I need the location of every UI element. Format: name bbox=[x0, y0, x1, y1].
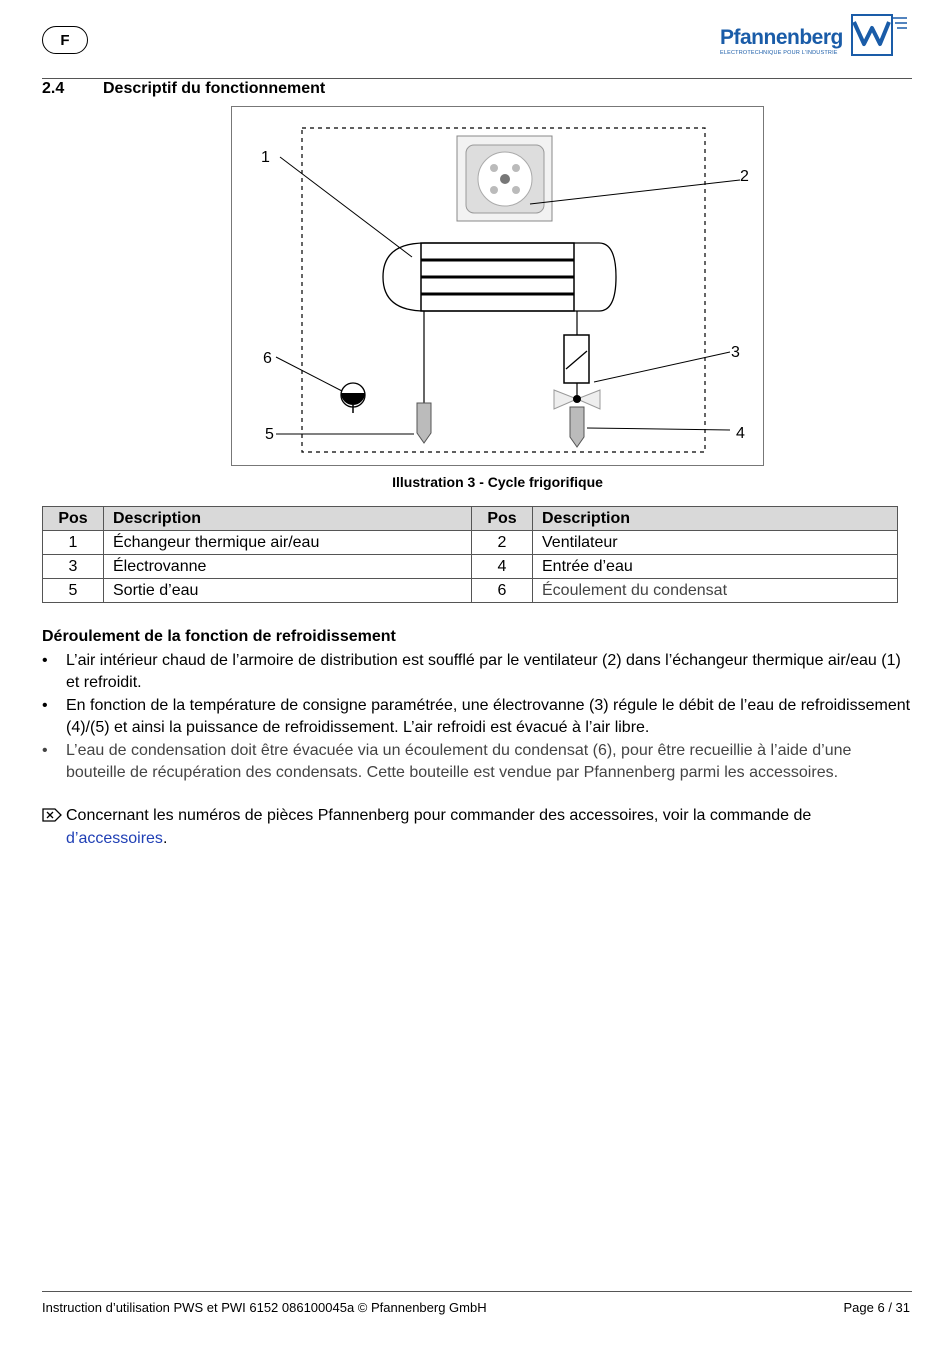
solenoid-valve-shape bbox=[554, 335, 600, 409]
fan-icon bbox=[457, 136, 552, 221]
list-item: • En fonction de la température de consigne paramétrée, une électrovanne (3) régule le débit de l’eau de refroidissement (4)/(5) et ainsi la puissance de refroidissement. L’air refroidi est évacué à l’air libre. bbox=[42, 695, 912, 740]
legend-header-description: Description bbox=[104, 507, 472, 531]
list-item: • L’air intérieur chaud de l’armoire de distribution est soufflé par le ventilateur (2) dans l’échangeur thermique air/eau (1) et refroidit. bbox=[42, 650, 912, 695]
footer-divider bbox=[42, 1291, 912, 1292]
table-cell: 1 bbox=[43, 531, 104, 555]
table-cell: 5 bbox=[43, 579, 104, 603]
callout-3: 3 bbox=[731, 344, 740, 361]
footer-document-info: Instruction d’utilisation PWS et PWI 6152 086100045a © Pfannenberg GmbH bbox=[42, 1300, 487, 1315]
figure-caption: Illustration 3 - Cycle frigorifique bbox=[392, 474, 603, 490]
refrigeration-cycle-diagram bbox=[231, 106, 764, 466]
section-number: 2.4 bbox=[42, 80, 65, 97]
condensate-drain-icon bbox=[341, 383, 365, 413]
table-cell: 3 bbox=[43, 555, 104, 579]
legend-header-row bbox=[43, 507, 898, 531]
list-item: • L’eau de condensation doit être évacuée via un écoulement du condensat (6), pour être recueillie à l’aide d’une bouteille de récupération des condensats. Cette bouteille est vendue par Pfannenberg parmi les accessoires. bbox=[42, 740, 912, 785]
table-cell: Ventilateur bbox=[533, 531, 898, 555]
section-title: Descriptif du fonctionnement bbox=[103, 80, 326, 97]
pointer-note-icon bbox=[42, 808, 62, 822]
table-cell: Écoulement du condensat bbox=[533, 579, 898, 603]
logo-mark-icon bbox=[851, 14, 909, 56]
page-number: Page 6 / 31 bbox=[843, 1300, 910, 1315]
heat-exchanger-shape bbox=[383, 243, 616, 311]
table-cell: Entrée d’eau bbox=[533, 555, 898, 579]
legend-header-description: Description bbox=[533, 507, 898, 531]
callout-5: 5 bbox=[265, 426, 274, 443]
callout-6: 6 bbox=[263, 350, 272, 367]
callout-2: 2 bbox=[740, 168, 749, 185]
table-row bbox=[43, 579, 898, 603]
table-cell: Échangeur thermique air/eau bbox=[104, 531, 472, 555]
callout-4: 4 bbox=[736, 425, 745, 442]
table-cell: 6 bbox=[472, 579, 533, 603]
cooling-bullet-list bbox=[42, 650, 912, 785]
language-badge: F bbox=[42, 26, 88, 54]
note-end: . bbox=[162, 829, 168, 847]
table-cell: Électrovanne bbox=[104, 555, 472, 579]
cooling-heading: Déroulement de la fonction de refroidissement bbox=[42, 628, 396, 645]
water-outlet-nozzle bbox=[417, 403, 431, 443]
legend-header-pos: Pos bbox=[43, 507, 104, 531]
accessories-link[interactable]: d’accessoires bbox=[66, 829, 163, 847]
water-inlet-nozzle bbox=[570, 407, 584, 447]
section-heading bbox=[42, 80, 325, 98]
legend-table bbox=[42, 506, 898, 603]
logo-name: Pfannenberg bbox=[720, 26, 843, 49]
pfannenberg-logo bbox=[718, 12, 913, 60]
cooling-function-section bbox=[42, 626, 912, 785]
table-cell: 4 bbox=[472, 555, 533, 579]
note-text: Concernant les numéros de pièces Pfannenberg pour commander des accessoires, voir la commande de bbox=[66, 807, 812, 824]
header-divider bbox=[42, 78, 912, 79]
legend-header-pos: Pos bbox=[472, 507, 533, 531]
table-cell: 2 bbox=[472, 531, 533, 555]
accessories-note bbox=[42, 805, 902, 850]
callout-1: 1 bbox=[261, 149, 270, 166]
logo-tagline: ELECTROTECHNIQUE POUR L'INDUSTRIE bbox=[720, 50, 838, 56]
table-row bbox=[43, 555, 898, 579]
table-cell: Sortie d’eau bbox=[104, 579, 472, 603]
table-row bbox=[43, 531, 898, 555]
